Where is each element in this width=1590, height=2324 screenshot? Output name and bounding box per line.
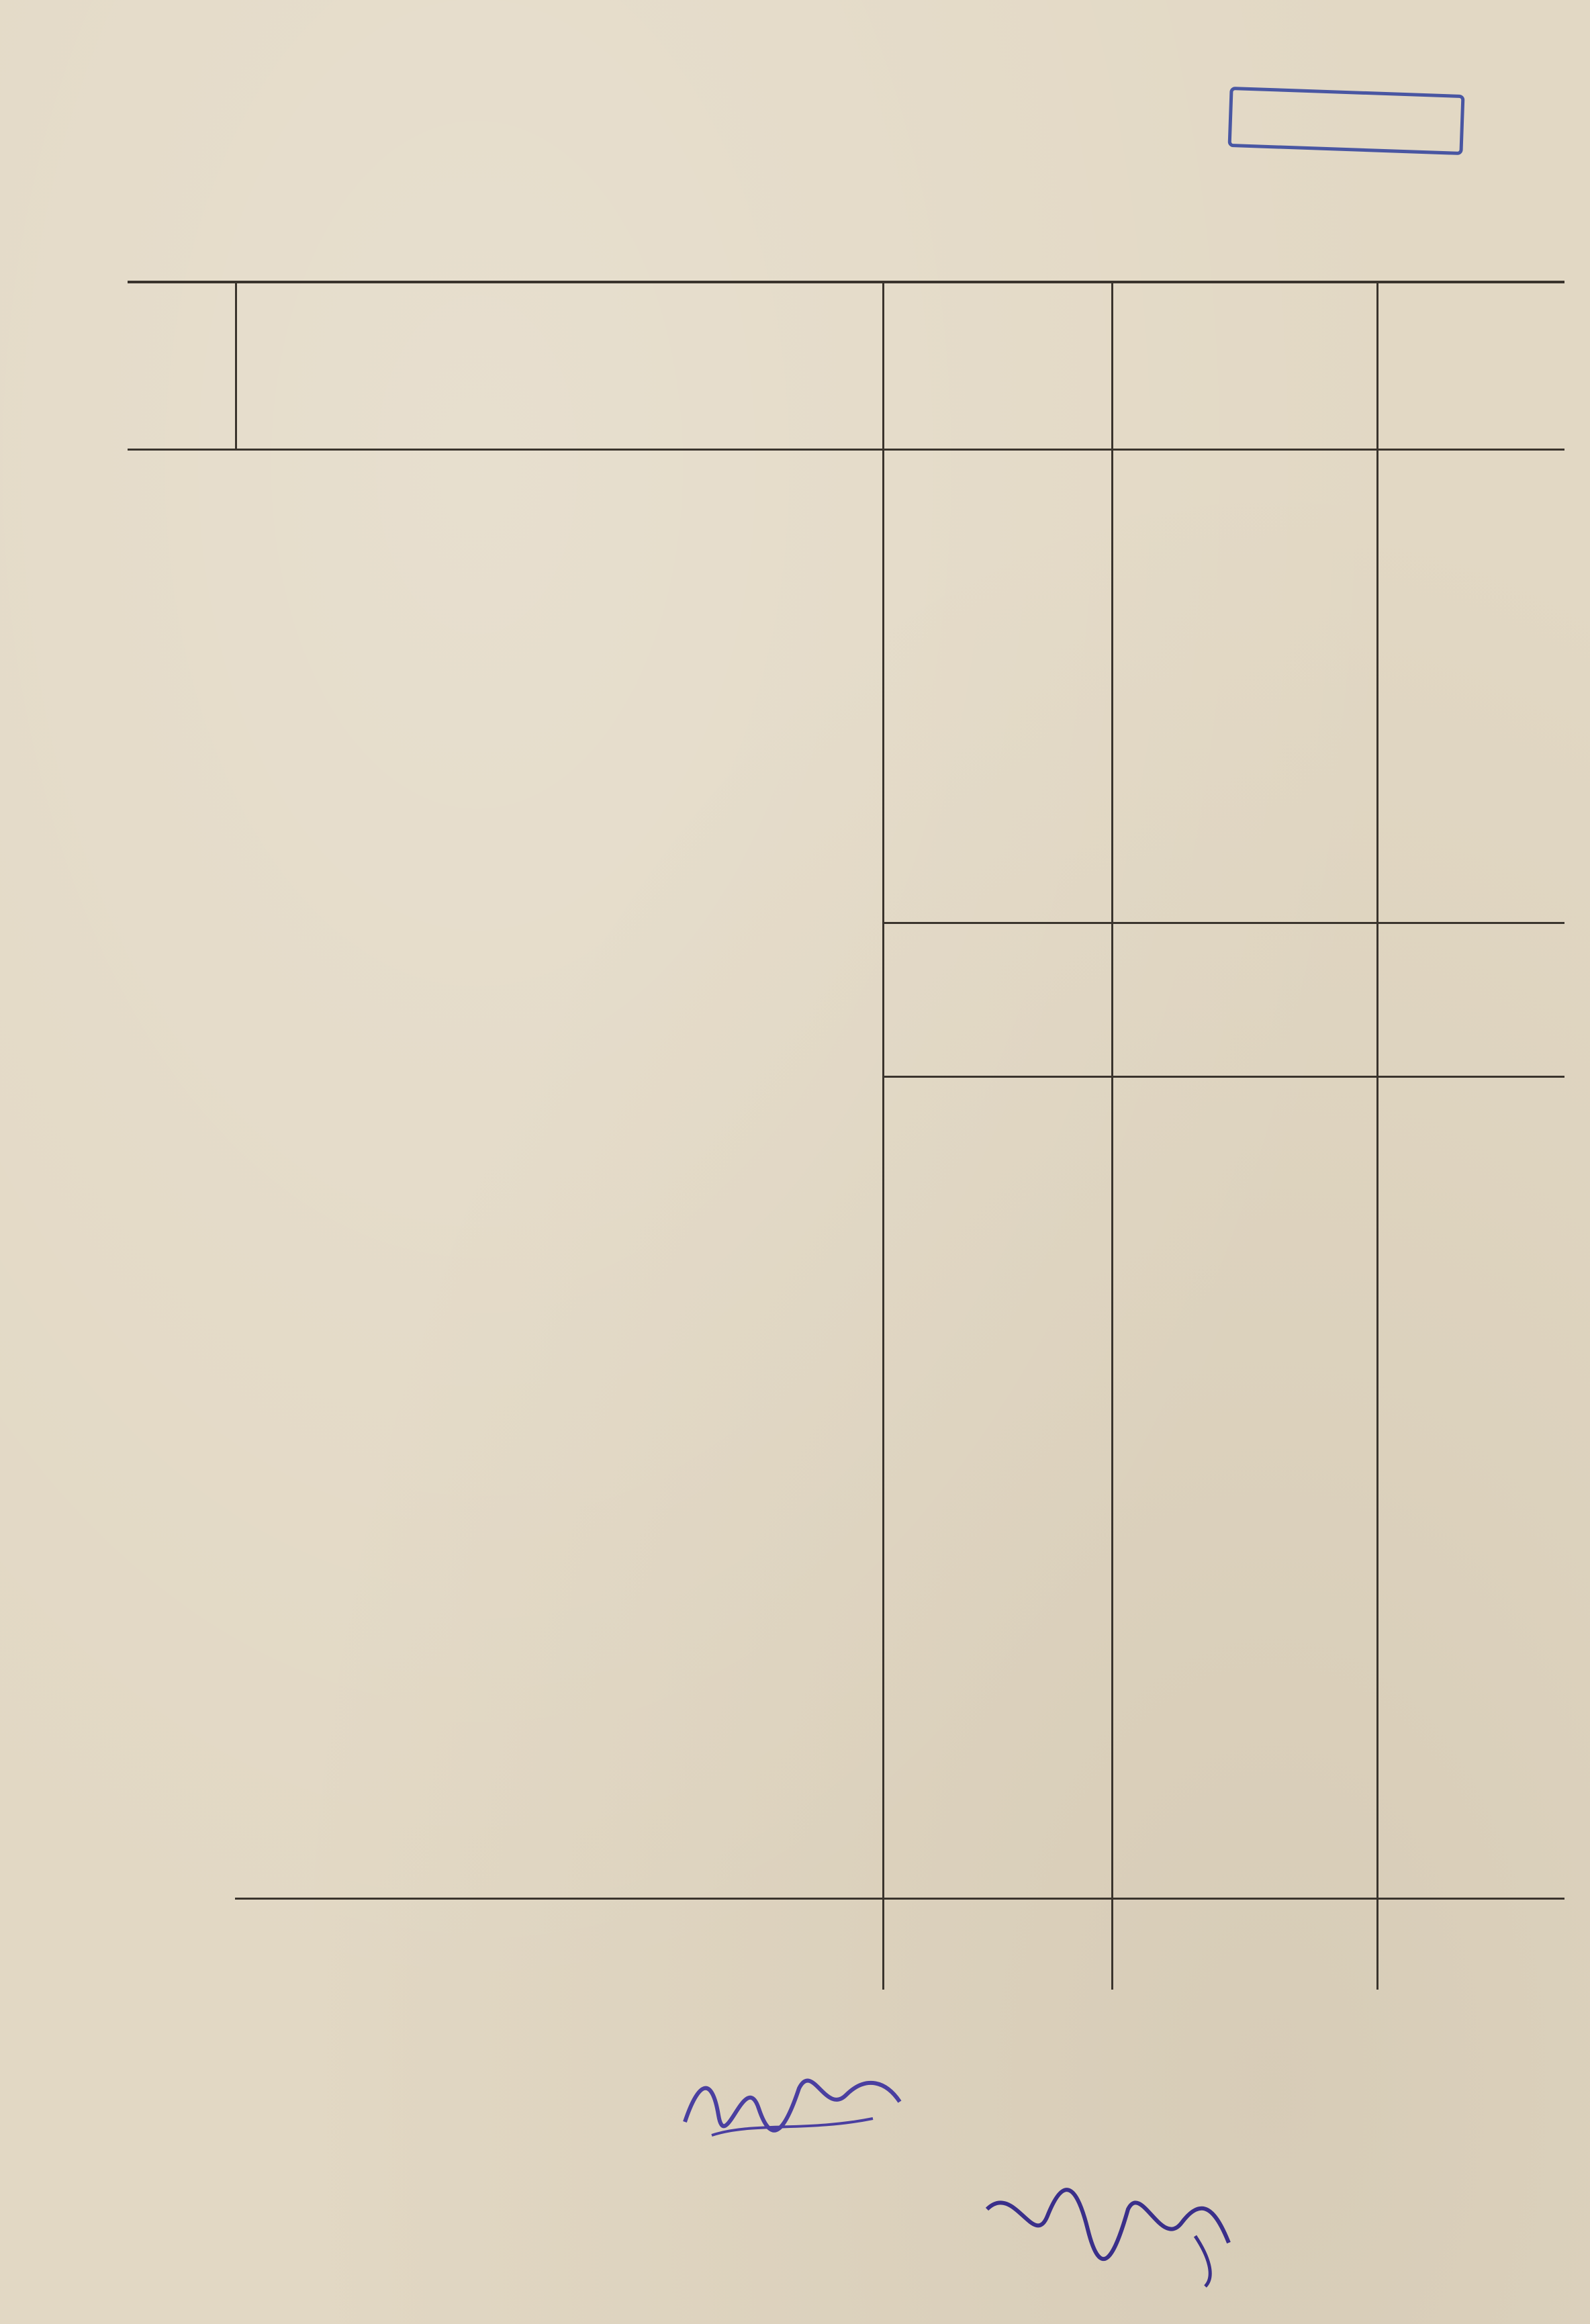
table-row <box>0 1125 1590 1176</box>
table-header-rule <box>128 449 1564 451</box>
table-row <box>0 508 1590 559</box>
section-rule <box>882 1076 1564 1078</box>
handwritten-signature <box>671 2055 913 2149</box>
table-row <box>0 714 1590 765</box>
table-row <box>0 1536 1590 1587</box>
declassified-stamp <box>1228 87 1465 155</box>
table-row <box>0 1176 1590 1227</box>
table-row <box>0 1022 1590 1073</box>
table-row <box>0 1227 1590 1279</box>
table-row <box>0 970 1590 1021</box>
table-row <box>0 1689 1590 1740</box>
table-row <box>0 1484 1590 1535</box>
table-row <box>0 559 1590 610</box>
table-row <box>0 1330 1590 1381</box>
table-row <box>0 611 1590 662</box>
table-row <box>0 1741 1590 1792</box>
table-row <box>0 1381 1590 1432</box>
table-row <box>0 1947 1590 1998</box>
date-day <box>138 2216 151 2258</box>
table-row <box>0 1279 1590 1330</box>
table-row <box>0 457 1590 508</box>
table-row <box>0 868 1590 919</box>
handwritten-signature <box>974 2169 1256 2290</box>
table-row <box>0 1895 1590 1946</box>
table-top-rule <box>128 281 1564 283</box>
section-rule <box>235 1898 1564 1900</box>
table-row <box>0 817 1590 868</box>
table-row <box>0 765 1590 816</box>
col-divider-no <box>235 281 237 450</box>
table-row <box>0 1587 1590 1638</box>
date-line <box>138 2216 151 2258</box>
section-rule <box>882 922 1564 924</box>
table-row <box>0 1792 1590 1843</box>
table-row <box>0 919 1590 970</box>
table-row <box>0 1433 1590 1484</box>
table-row <box>0 1073 1590 1124</box>
table-row <box>0 1638 1590 1689</box>
table-row <box>0 662 1590 713</box>
table-row <box>0 1844 1590 1895</box>
